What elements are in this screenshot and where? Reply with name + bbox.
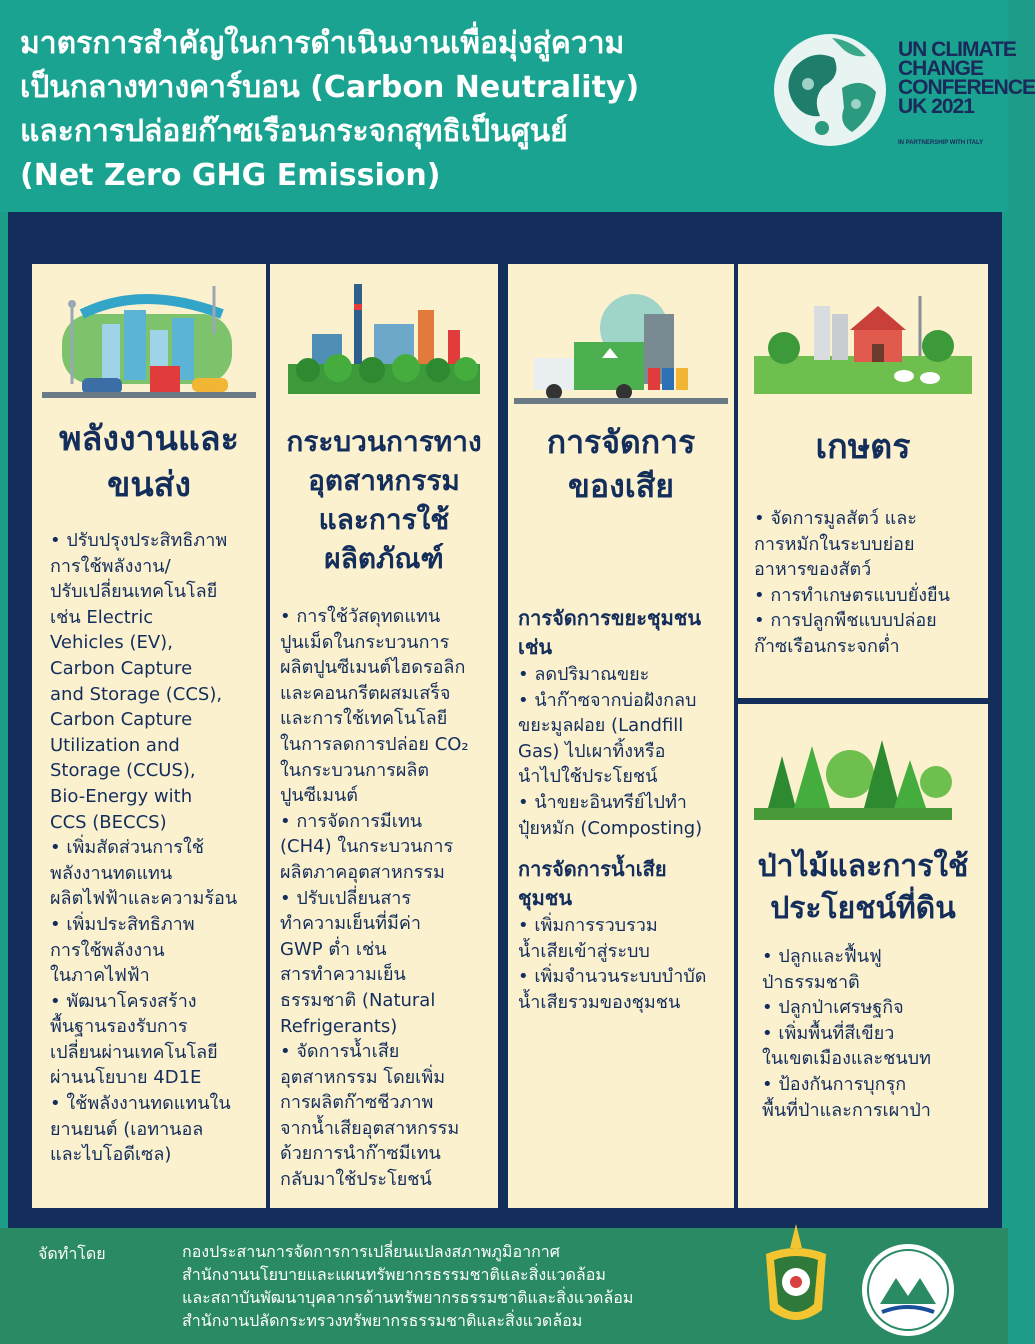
measure-item: • จัดการน้ำเสีย: [280, 1041, 400, 1063]
factory-icon: [288, 274, 480, 400]
column-industry: [270, 264, 498, 1208]
measure-item: ในกระบวนการผลิต: [280, 759, 430, 781]
measure-list: [280, 604, 469, 1193]
measure-item: จากน้ำเสียอุตสาหกรรม: [280, 1117, 460, 1139]
measure-item: พลังงานทดแทน: [50, 862, 173, 884]
measure-item: • ป้องกันการบุกรุก: [762, 1073, 907, 1095]
measure-list: [518, 913, 706, 1015]
measure-item: นำไปใช้ประโยชน์: [518, 766, 658, 788]
section-heading: เช่น: [518, 635, 553, 659]
column-title: [270, 422, 498, 578]
measure-item: อาหารของสัตว์: [754, 559, 872, 581]
title-line: และการใช้: [318, 503, 450, 536]
measure-item: • ใช้พลังงานทดแทนใน: [50, 1093, 231, 1115]
organization-line: สำนักงานปลัดกระทรวงทรัพยากรธรรมชาติและสิ่งแวดล้อม: [182, 1311, 583, 1330]
recycling-truck-icon: [514, 288, 728, 406]
measure-item: ปูนเม็ดในกระบวนการ: [280, 631, 450, 653]
measure-item: อุตสาหกรรม โดยเพิ่ม: [280, 1066, 446, 1088]
measure-item: ปรับเปลี่ยนเทคโนโลยี: [50, 581, 218, 603]
measure-item: และไบโอดีเซล): [50, 1144, 172, 1166]
title-line: ขนส่ง: [107, 465, 191, 505]
measure-item: • การปลูกพืชแบบปล่อย: [754, 610, 937, 632]
title-line: การจัดการ: [546, 423, 696, 461]
measure-item: ในการลดการปล่อย CO₂: [280, 733, 469, 755]
measure-item: ผ่านนโยบาย 4D1E: [50, 1067, 202, 1089]
title-line: เป็นกลางทางคาร์บอน (Carbon Neutrality): [20, 70, 640, 105]
measure-item: พื้นฐานรองรับการ: [50, 1016, 188, 1038]
measure-item: ขยะมูลฝอย (Landfill: [518, 715, 684, 737]
measure-item: • เพิ่มจำนวนระบบบำบัด: [518, 966, 707, 988]
title-line: ประโยชน์ที่ดิน: [770, 891, 956, 926]
column-title: [508, 420, 734, 508]
measure-item: Gas) ไปเผาทิ้งหรือ: [518, 740, 666, 762]
measure-item: ด้วยการนำก๊าซมีเทน: [280, 1143, 441, 1165]
header: [0, 0, 1035, 212]
measure-list: [50, 528, 237, 1168]
measure-list: [754, 506, 950, 660]
measure-item: ป่าธรรมชาติ: [762, 971, 860, 993]
measure-item: • เพิ่มพื้นที่สีเขียว: [762, 1022, 895, 1044]
column-title: [32, 416, 266, 508]
measure-item: น้ำเสียเข้าสู่ระบบ: [518, 940, 650, 962]
measure-item: (CH4) ในกระบวนการ: [280, 836, 454, 858]
title-line: เกษตร: [815, 427, 911, 467]
measure-item: ปูนซีเมนต์: [280, 785, 358, 807]
measure-item: ผลิตไฟฟ้าและความร้อน: [50, 888, 238, 910]
logo-partner-text: IN PARTNERSHIP WITH ITALY: [898, 140, 984, 146]
measure-item: • นำขยะอินทรีย์ไปทำ: [518, 791, 687, 813]
measure-item: GWP ต่ำ เช่น: [280, 938, 387, 960]
measure-item: • การใช้วัสดุทดแทน: [280, 606, 441, 627]
measure-item: การใช้พลังงาน: [50, 939, 165, 961]
measure-item: ยานยนต์ (เอทานอล: [50, 1118, 204, 1140]
title-line: พลังงานและ: [59, 419, 239, 459]
organization-line: กองประสานการจัดการการเปลี่ยนแปลงสภาพภูมิอากาศ: [182, 1242, 560, 1261]
measure-item: Vehicles (EV),: [50, 632, 173, 654]
measure-item: การใช้พลังงาน/: [50, 555, 171, 577]
organization-line: สำนักงานนโยบายและแผนทรัพยากรธรรมชาติและสิ่งแวดล้อม: [182, 1265, 606, 1284]
agency-logo-icon: [860, 1242, 956, 1338]
measure-item: และการใช้เทคโนโลยี: [280, 708, 448, 730]
title-line: ป่าไม้และการใช้: [757, 849, 969, 884]
logo-line: CONFERENCE: [898, 76, 1035, 99]
measure-item: • เพิ่มการรวบรวม: [518, 915, 658, 937]
footer-label: จัดทำโดย: [38, 1244, 106, 1263]
measure-item: • ปลูกป่าเศรษฐกิจ: [762, 997, 904, 1019]
title-line: อุตสาหกรรม: [308, 464, 460, 497]
measure-item: • เพิ่มประสิทธิภาพ: [50, 913, 195, 935]
waste-measures: [518, 604, 706, 1016]
section-heading: การจัดการขยะชุมชน: [518, 606, 702, 630]
measure-item: ทำความเย็นที่มีค่า: [280, 913, 421, 935]
measure-item: พื้นที่ป่าและการเผาป่า: [762, 1099, 931, 1121]
column-waste: [508, 264, 734, 1208]
measure-item: Carbon Capture: [50, 709, 193, 731]
footer: [0, 1228, 1008, 1344]
column-title: [738, 846, 988, 930]
section-heading: การจัดการน้ำเสีย: [518, 857, 667, 882]
measure-list: [518, 662, 706, 841]
title-line: และการปล่อยก๊าซเรือนกระจกสุทธิเป็นศูนย์: [20, 114, 568, 149]
measure-item: • พัฒนาโครงสร้าง: [50, 990, 197, 1012]
measure-item: • ปรับปรุงประสิทธิภาพ: [50, 530, 228, 551]
title-line: ผลิตภัณฑ์: [324, 542, 444, 575]
measure-item: Refrigerants): [280, 1015, 398, 1037]
measure-item: และคอนกรีตผสมเสร็จ: [280, 682, 451, 704]
measure-item: • นำก๊าซจากบ่อฝังกลบ: [518, 689, 697, 711]
measure-item: • การทำเกษตรแบบยั่งยืน: [754, 584, 950, 606]
measure-item: Carbon Capture: [50, 657, 193, 679]
footer-organizations: [182, 1240, 633, 1332]
column-title: [738, 424, 988, 470]
measure-item: Storage (CCUS),: [50, 760, 196, 782]
logo-line: UK 2021: [898, 95, 974, 118]
measure-item: • เพิ่มสัดส่วนการใช้: [50, 837, 204, 859]
measure-item: ปุ๋ยหมัก (Composting): [518, 817, 703, 839]
title-line: กระบวนการทาง: [286, 425, 482, 458]
measure-item: การผลิตก๊าซชีวภาพ: [280, 1092, 434, 1114]
renewable-city-icon: [42, 274, 256, 406]
measure-item: เช่น Electric: [50, 606, 154, 628]
measure-item: • จัดการมูลสัตว์ และ: [754, 508, 917, 529]
measure-item: • ปลูกและฟื้นฟู: [762, 946, 882, 967]
measure-list: [762, 944, 931, 1123]
measure-item: ในเขตเมืองและชนบท: [762, 1048, 931, 1070]
page-title: [20, 22, 760, 198]
title-line: มาตรการสำคัญในการดำเนินงานเพื่อมุ่งสู่ความ: [20, 26, 625, 61]
logo-line: UN CLIMATE: [898, 38, 1016, 61]
measure-item: ผลิตปูนซีเมนต์ไฮดรอลิก: [280, 657, 466, 679]
measure-item: Bio-Energy with: [50, 785, 193, 807]
measure-item: • การจัดการมีเทน: [280, 810, 423, 832]
cop26-logo-text: [898, 38, 1035, 118]
section-heading: ชุมชน: [518, 886, 573, 911]
measure-item: Utilization and: [50, 734, 180, 756]
measure-item: น้ำเสียรวมของชุมชน: [518, 991, 681, 1013]
ministry-emblem-icon: [752, 1224, 840, 1334]
title-line: (Net Zero GHG Emission): [20, 158, 441, 193]
measure-item: • ปรับเปลี่ยนสาร: [280, 887, 412, 909]
measure-item: and Storage (CCS),: [50, 683, 223, 705]
measure-item: ผลิตภาคอุตสาหกรรม: [280, 861, 445, 883]
forest-icon: [754, 726, 952, 824]
measure-item: CCS (BECCS): [50, 811, 167, 833]
organization-line: และสถาบันพัฒนาบุคลากรด้านทรัพยากรธรรมชาติและสิ่งแวดล้อม: [182, 1288, 634, 1307]
measure-item: ก๊าซเรือนกระจกต่ำ: [754, 635, 900, 657]
measure-item: การหมักในระบบย่อย: [754, 533, 915, 555]
measure-item: สารทำความเย็น: [280, 964, 406, 986]
measure-item: ธรรมชาติ (Natural: [280, 989, 436, 1011]
column-agriculture: [738, 264, 988, 698]
measure-item: เปลี่ยนผ่านเทคโนโลยี: [50, 1041, 218, 1063]
column-energy: [32, 264, 266, 1208]
measure-item: • ลดปริมาณขยะ: [518, 664, 650, 685]
farm-icon: [754, 286, 972, 394]
title-line: ของเสีย: [568, 467, 674, 505]
logo-line: CHANGE: [898, 57, 984, 80]
measure-item: ในภาคไฟฟ้า: [50, 965, 150, 987]
column-forestry: [738, 704, 988, 1208]
measure-item: กลับมาใช้ประโยชน์: [280, 1169, 432, 1191]
